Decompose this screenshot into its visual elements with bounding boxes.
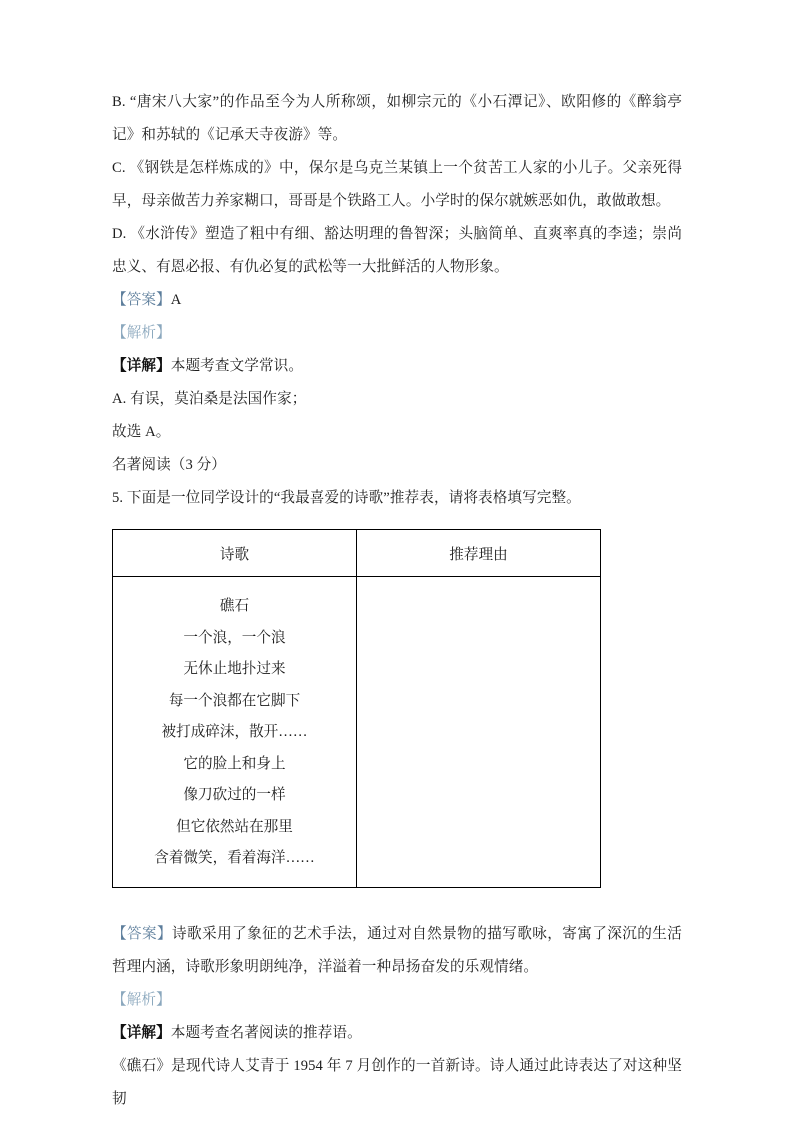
poem-line-6: 像刀砍过的一样 — [183, 787, 286, 803]
table-row — [113, 577, 601, 888]
detail-text-2: 本题考查名著阅读的推荐语。 — [170, 1024, 362, 1041]
question-5 — [112, 482, 682, 515]
poem-recommendation-table-wrap — [112, 529, 682, 888]
poem-line-5: 它的脸上和身上 — [183, 755, 286, 772]
option-d-text: 《水浒传》塑造了粗中有细、豁达明理的鲁智深；头脑简单、直爽率真的李逵；崇尚忠义、有恩必报、有仇必复的武松等一大批鲜活的人物形象。 — [112, 226, 683, 275]
poem-line-8: 含着微笑，看着海洋…… — [154, 850, 315, 866]
option-d — [112, 218, 682, 284]
closing-line: 《礁石》是现代诗人艾青于 1954 年 7 月创作的一首新诗。诗人通过此诗表达了对这种坚韧 — [112, 1057, 682, 1107]
table-header-cell-poem — [113, 530, 357, 577]
option-b — [112, 86, 682, 152]
table-header-row — [113, 530, 601, 577]
poem-body — [113, 577, 356, 887]
poem-line-2: 无休止地扑过来 — [183, 661, 286, 677]
conclusion-line: 故选 A。 — [112, 424, 171, 440]
detail-line-1 — [112, 350, 682, 383]
answer-line-2 — [112, 918, 682, 984]
analysis-line-1 — [112, 317, 682, 350]
poem-line-1: 一个浪，一个浪 — [183, 629, 286, 646]
option-d-letter: D. — [112, 226, 127, 242]
detail-marker-2: 【详解】 — [112, 1024, 171, 1041]
option-b-text: “唐宋八大家”的作品至今为人所称颂，如柳宗元的《小石潭记》、欧阳修的《醉翁亭记》和苏轼的《记承天寺夜游》等。 — [112, 94, 682, 143]
analysis-point-a: A. 有误，莫泊桑是法国作家； — [112, 391, 307, 407]
poem-line-7: 但它依然站在那里 — [176, 818, 293, 835]
answer-block-2 — [112, 918, 682, 1116]
option-c-text: 《钢铁是怎样炼成的》中，保尔是乌克兰某镇上一个贫苦工人家的小儿子。父亲死得早，母亲做苦力养家糊口，哥哥是个铁路工人。小学时的保尔就嫉恶如仇，敢做敢想。 — [112, 160, 683, 209]
analysis-marker-1: 【解析】 — [112, 325, 171, 341]
answer-marker-2: 【答案】 — [112, 925, 173, 942]
table-header-reason-label: 推荐理由 — [449, 546, 508, 563]
option-b-letter: B. — [112, 94, 126, 110]
answer-value-1: A — [170, 292, 182, 308]
answer-text-2: 诗歌采用了象征的艺术手法，通过对自然景物的描写歌咏，寄寓了深沉的生活哲理内涵，诗歌形象明朗纯净，洋溢着一种昂扬奋发的乐观情绪。 — [112, 925, 683, 975]
table-header-poem-label: 诗歌 — [219, 546, 250, 563]
poem-line-3: 每一个浪都在它脚下 — [168, 692, 301, 709]
question-5-number: 5. — [112, 490, 124, 506]
detail-line-2 — [112, 1017, 682, 1050]
poem-title: 礁石 — [219, 598, 250, 614]
analysis-line-2 — [112, 984, 682, 1017]
detail-text-1: 本题考查文学常识。 — [170, 358, 304, 374]
poem-line-4: 被打成碎沫，散开…… — [161, 724, 308, 740]
table-cell-reason-blank[interactable] — [357, 577, 601, 888]
table-cell-poem — [113, 577, 357, 888]
answer-marker-1: 【答案】 — [112, 292, 171, 308]
page-content — [112, 86, 682, 1116]
question-5-text: 下面是一位同学设计的“我最喜爱的诗歌”推荐表，请将表格填写完整。 — [126, 490, 581, 506]
option-c — [112, 152, 682, 218]
poem-recommendation-table — [112, 529, 601, 888]
table-header-cell-reason — [357, 530, 601, 577]
option-c-letter: C. — [112, 160, 126, 176]
section-heading: 名著阅读（3 分） — [112, 457, 227, 473]
answer-line-1 — [112, 284, 682, 317]
detail-marker-1: 【详解】 — [112, 358, 171, 374]
analysis-marker-2: 【解析】 — [112, 991, 171, 1008]
